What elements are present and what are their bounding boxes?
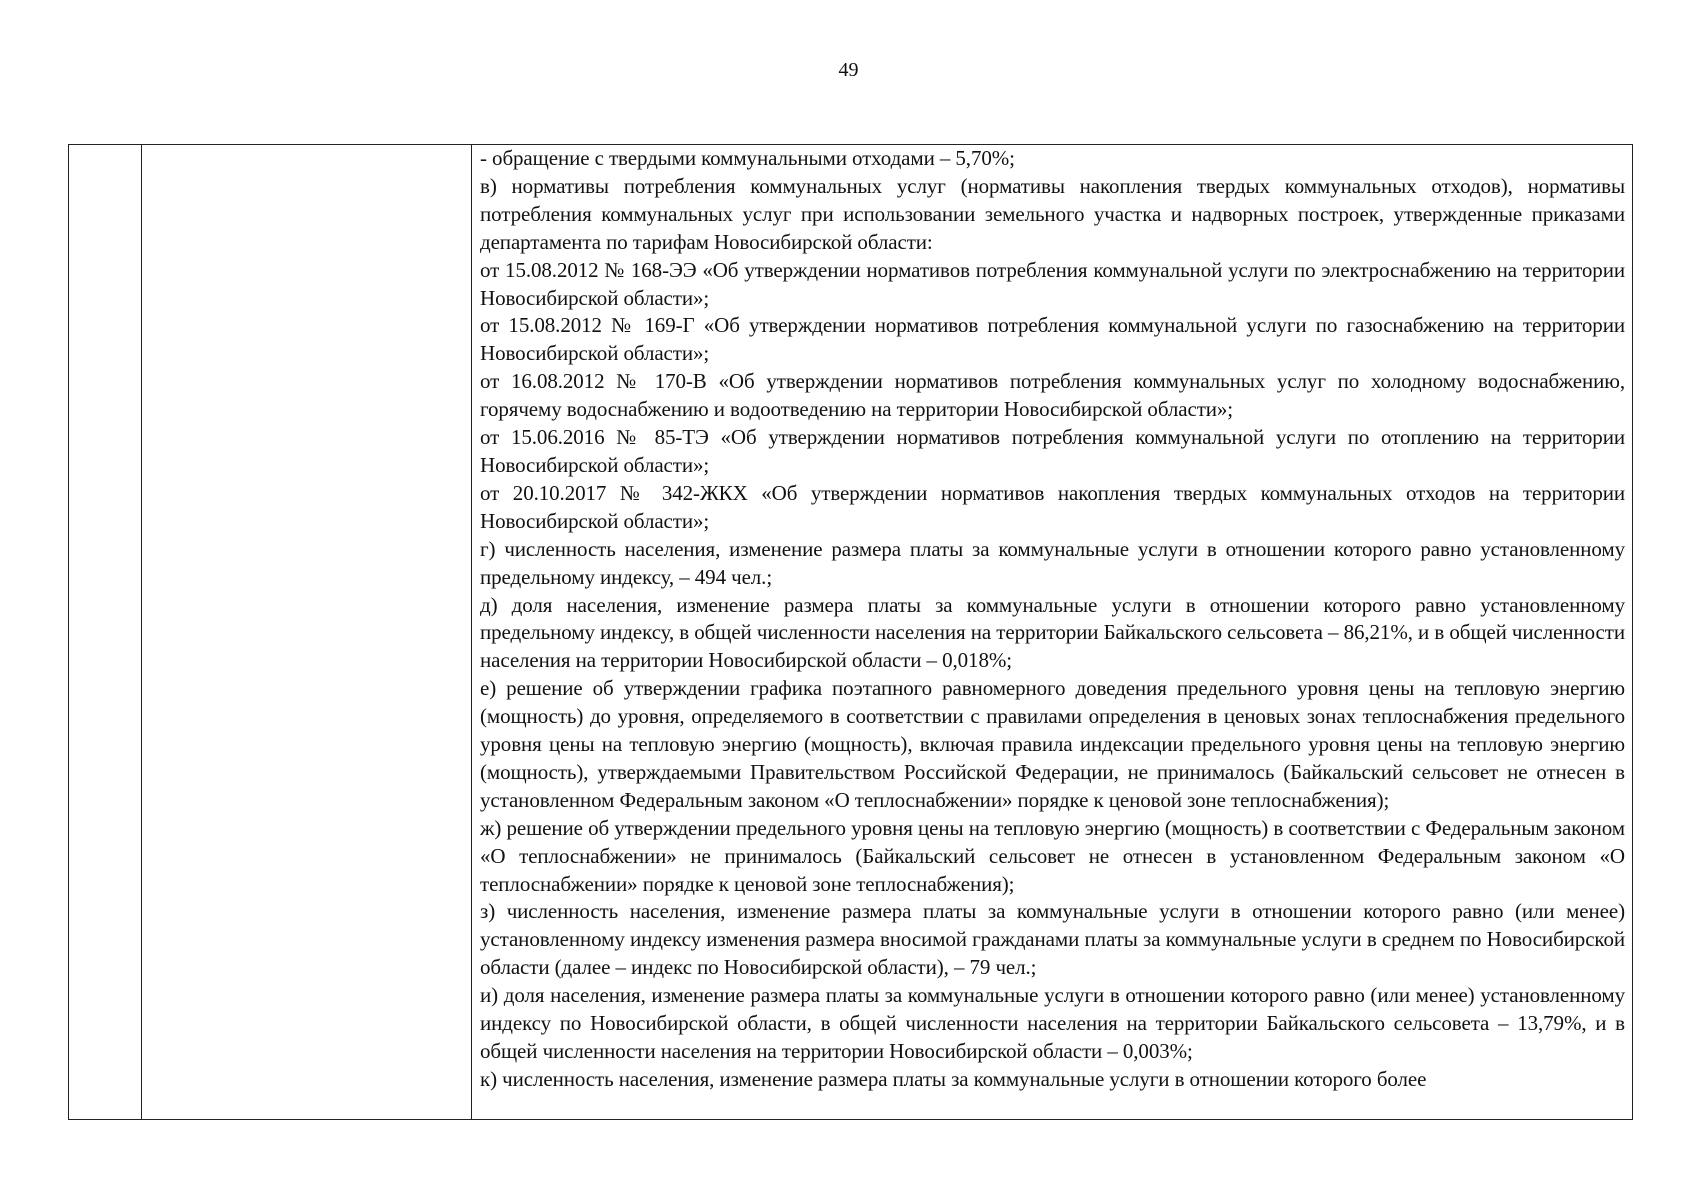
paragraph-zh-heat-price: ж) решение об утверждении предельного уровня цены на тепловую энергию (мощность) в соответствии с Федеральным законом «О теплоснабжении» не принималось (Байкальский сельсовет не отнесен в установленном Федеральным законом «О теплоснабжении» порядке к ценовой зоне теплоснабжения);	[480, 815, 1625, 896]
paragraph-d-population-share: д) доля населения, изменение размера платы за коммунальные услуги в отношении которого равно установленному предельному индексу, в общей численности населения на территории Байкальского сельсовета – 86,21%, и в общей численности населения на территории Новосибирской области – 0,018%;	[480, 592, 1625, 673]
paragraph-g-population: г) численность населения, изменение размера платы за коммунальные услуги в отношении которого равно установленному предельному индексу, – 494 чел.;	[480, 536, 1625, 589]
paragraph-waste-share: - обращение с твердыми коммунальными отходами – 5,70%;	[480, 146, 1015, 170]
paragraph-v-norms: в) нормативы потребления коммунальных услуг (нормативы накопления твердых коммунальных отходов), нормативы потребления коммунальных услуг при использовании земельного участка и надворных построек, утвержденные приказами департамента по тарифам Новосибирской области:	[480, 173, 1625, 254]
table-column-content	[472, 145, 1632, 1119]
table-column-name	[142, 145, 472, 1119]
paragraph-order-170: от 16.08.2012 № 170-В «Об утверждении нормативов потребления коммунальных услуг по холодному водоснабжению, горячему водоснабжению и водоотведению на территории Новосибирской области»;	[480, 369, 1625, 422]
document-table	[68, 144, 1633, 1120]
paragraph-order-169: от 15.08.2012 № 169-Г «Об утверждении нормативов потребления коммунальной услуги по газоснабжению на территории Новосибирской области»;	[480, 313, 1625, 366]
paragraph-i-population-share: и) доля населения, изменение размера платы за коммунальные услуги в отношении которого равно (или менее) установленному индексу по Новосибирской области, в общей численности населения на территории Байкальского сельсовета – 13,79%, и в общей численности населения на территории Новосибирской области – 0,003%;	[480, 983, 1625, 1063]
table-column-number	[69, 145, 142, 1119]
paragraph-order-85: от 15.06.2016 № 85-ТЭ «Об утверждении нормативов потребления коммунальной услуги по отоплению на территории Новосибирской области»;	[480, 425, 1625, 477]
paragraph-e-heat-schedule: е) решение об утверждении графика поэтапного равномерного доведения предельного уровня цены на тепловую энергию (мощность) до уровня, определяемого в соответствии с правилами определения в ценовых зонах теплоснабжения предельного уровня цены на тепловую энергию (мощность), включая правила индексации предельного уровня цены на тепловую энергию (мощность), утверждаемыми Правительством Российской Федерации, не принималось (Байкальский сельсовет не отнесен в установленном Федеральным законом «О теплоснабжении» порядке к ценовой зоне теплоснабжения);	[480, 676, 1625, 812]
paragraph-order-342: от 20.10.2017 № 342-ЖКХ «Об утверждении нормативов накопления твердых коммунальных отходов на территории Новосибирской области»;	[480, 480, 1625, 533]
page-number: 49	[838, 59, 859, 81]
paragraph-z-population: з) численность населения, изменение размера платы за коммунальные услуги в отношении которого равно (или менее) установленному индексу изменения размера вносимой гражданами платы за коммунальные услуги в среднем по Новосибирской области (далее – индекс по Новосибирской области), – 79 чел.;	[480, 899, 1625, 980]
paragraph-order-168: от 15.08.2012 № 168-ЭЭ «Об утверждении нормативов потребления коммунальной услуги по электроснабжению на территории Новосибирской области»;	[480, 257, 1625, 310]
paragraph-k-population: к) численность населения, изменение размера платы за коммунальные услуги в отношении которого более	[480, 1066, 1427, 1091]
